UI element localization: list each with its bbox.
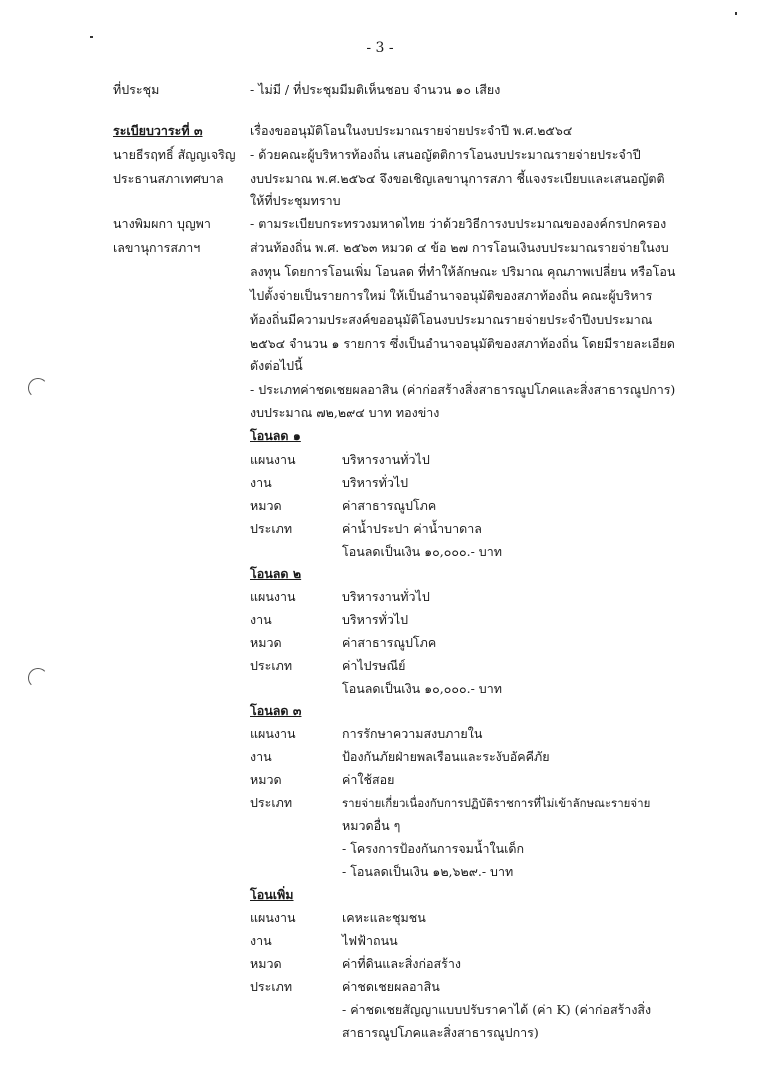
row-key: งาน (250, 933, 272, 948)
speaker2-name: นางพิมผกา บุญพา (113, 216, 211, 231)
row-value: ค่าสาธารณูปโภค (342, 498, 437, 513)
row-key: แผนงาน (250, 726, 296, 741)
scan-speck (735, 12, 737, 15)
row-key: แผนงาน (250, 589, 296, 604)
speaker2-line: ส่วนท้องถิ่น พ.ศ. ๒๕๖๓ หมวด ๔ ข้อ ๒๗ การโอนเงินงบประมาณรายจ่ายในงบ (250, 240, 669, 255)
transfer-heading: โอนลด ๑ (250, 428, 301, 443)
row-value: บริหารงานทั่วไป (342, 589, 430, 604)
speaker2-line: ดังต่อไปนี้ (250, 358, 303, 373)
row-value: เคหะและชุมชน (342, 910, 426, 925)
meeting-label: ที่ประชุม (113, 82, 160, 97)
row-key: หมวด (250, 635, 282, 650)
speaker2-line: - ตามระเบียบกระทรวงมหาดไทย ว่าด้วยวิธีการงบประมาณขององค์กรปกครอง (250, 216, 667, 231)
row-value: ค่าไปรษณีย์ (342, 658, 406, 673)
row-key: ประเภท (250, 658, 293, 673)
row-key: ประเภท (250, 979, 293, 994)
transfer-extra: - โครงการป้องกันการจมน้ำในเด็ก (342, 841, 525, 856)
row-value: ค่าชดเชยผลอาสิน (342, 979, 440, 994)
row-value: บริหารงานทั่วไป (342, 452, 430, 467)
row-value: ค่าน้ำประปา ค่าน้ำบาดาล (342, 521, 482, 536)
row-key: งาน (250, 612, 272, 627)
row-key: ประเภท (250, 795, 293, 810)
transfer-heading: โอนลด ๓ (250, 703, 302, 718)
row-key: แผนงาน (250, 452, 296, 467)
row-key: แผนงาน (250, 910, 296, 925)
speaker2-role: เลขานุการสภาฯ (113, 240, 201, 255)
row-key: หมวด (250, 498, 282, 513)
scan-speck (90, 36, 93, 38)
row-value: ป้องกันภัยฝ่ายพลเรือนและระงับอัคคีภัย (342, 749, 550, 764)
speaker2-line: ไปตั้งจ่ายเป็นรายการใหม่ ให้เป็นอำนาจอนุมัติของสภาท้องถิ่น คณะผู้บริหาร (250, 288, 653, 303)
row-value: ค่าที่ดินและสิ่งก่อสร้าง (342, 956, 461, 971)
category-line: - ประเภทค่าชดเชยผลอาสิน (ค่าก่อสร้างสิ่งสาธารณูปโภคและสิ่งสาธารณูปการ) (250, 382, 676, 397)
speaker2-line: ลงทุน โดยการโอนเพิ่ม โอนลด ที่ทำให้ลักษณะ ปริมาณ คุณภาพเปลี่ยน หรือโอน (250, 264, 676, 279)
row-key: หมวด (250, 772, 282, 787)
speaker2-line: ท้องถิ่นมีความประสงค์ขออนุมัติโอนงบประมาณรายจ่ายประจำปีงบประมาณ (250, 312, 653, 327)
row-value: การรักษาความสงบภายใน (342, 726, 483, 741)
row-value: บริหารทั่วไป (342, 475, 409, 490)
transfer-extra: สาธารณูปโภคและสิ่งสาธารณูปการ) (342, 1025, 539, 1040)
agenda-title: เรื่องขออนุมัติโอนในงบประมาณรายจ่ายประจำปี พ.ศ.๒๕๖๔ (250, 123, 573, 138)
row-key: หมวด (250, 956, 282, 971)
row-key: งาน (250, 749, 272, 764)
page-number: - 3 - (366, 40, 394, 56)
category-line: งบประมาณ ๗๒,๒๙๔ บาท ทองข่าง (250, 405, 440, 420)
speaker1-line: งบประมาณ พ.ศ.๒๕๖๔ จึงขอเชิญเลขานุการสภา ชี้แจงระเบียบและเสนอญัตติ (250, 171, 665, 186)
transfer-heading: โอนลด ๒ (250, 566, 302, 581)
row-value: ค่าสาธารณูปโภค (342, 635, 437, 650)
row-value: ค่าใช้สอย (342, 772, 395, 787)
row-value: ไฟฟ้าถนน (342, 933, 398, 948)
row-key: ประเภท (250, 521, 293, 536)
speaker1-name: นายธีรฤทธิ์ สัญญเจริญ (113, 147, 236, 162)
row-key: งาน (250, 475, 272, 490)
transfer-extra: หมวดอื่น ๆ (342, 818, 401, 833)
speaker2-line: ๒๕๖๔ จำนวน ๑ รายการ ซึ่งเป็นอำนาจอนุมัติของสภาท้องถิ่น โดยมีรายละเอียด (250, 336, 675, 351)
transfer-amount: โอนลดเป็นเงิน ๑๐,๐๐๐.- บาท (342, 544, 502, 559)
transfer-extra: - โอนลดเป็นเงิน ๑๒,๖๒๙.- บาท (342, 864, 514, 879)
transfer-in-heading: โอนเพิ่ม (250, 887, 294, 902)
meeting-result: - ไม่มี / ที่ประชุมมีมติเห็นชอบ จำนวน ๑๐ เสียง (250, 82, 501, 97)
row-value: รายจ่ายเกี่ยวเนื่องกับการปฏิบัติราชการที่ไม่เข้าลักษณะรายจ่าย (342, 796, 651, 810)
speaker1-role: ประธานสภาเทศบาล (113, 171, 224, 186)
punch-hole-top (28, 378, 48, 398)
agenda-label: ระเบียบวาระที่ ๓ (113, 123, 203, 138)
punch-hole-bottom (28, 668, 48, 688)
speaker1-line: - ด้วยคณะผู้บริหารท้องถิ่น เสนอญัตติการโอนงบประมาณรายจ่ายประจำปี (250, 147, 641, 162)
transfer-amount: โอนลดเป็นเงิน ๑๐,๐๐๐.- บาท (342, 681, 502, 696)
row-value: บริหารทั่วไป (342, 612, 409, 627)
speaker1-line: ให้ที่ประชุมทราบ (250, 193, 341, 208)
transfer-extra: - ค่าชดเชยสัญญาแบบปรับราคาได้ (ค่า K) (ค่าก่อสร้างสิ่ง (342, 1002, 652, 1017)
